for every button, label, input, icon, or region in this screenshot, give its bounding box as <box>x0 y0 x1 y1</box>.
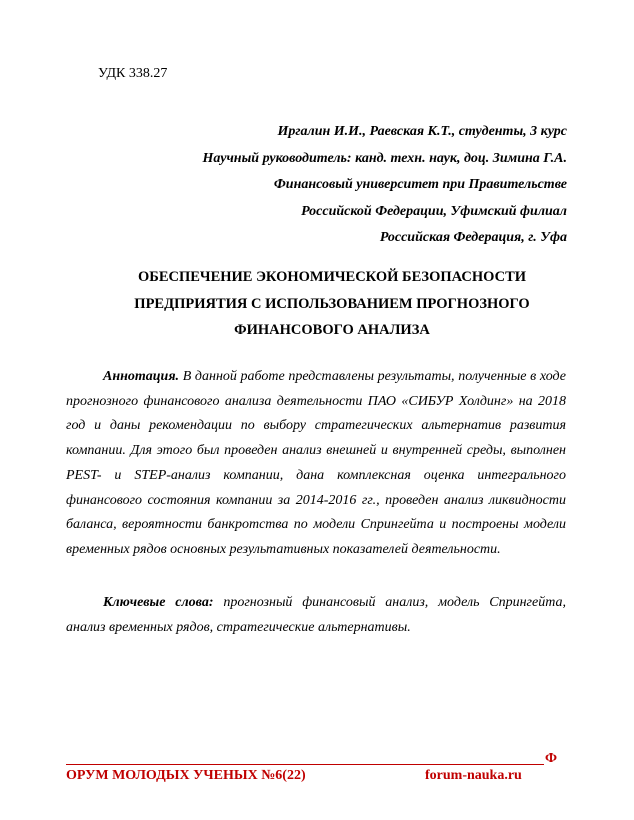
location-line: Российская Федерация, г. Уфа <box>379 230 567 245</box>
keywords-paragraph <box>66 591 566 640</box>
author-line: Иргалин И.И., Раевская К.Т., студенты, 3 курс <box>277 124 567 139</box>
footer-website: forum-nauka.ru <box>425 768 522 783</box>
affiliation-line: Российской Федерации, Уфимский филиал <box>301 203 567 219</box>
author-block <box>203 119 567 252</box>
title-line: ПРЕДПРИЯТИЯ С ИСПОЛЬЗОВАНИЕМ ПРОГНОЗНОГО <box>134 295 530 312</box>
footer-journal-name: ОРУМ МОЛОДЫХ УЧЕНЫХ №6(22) <box>66 768 306 783</box>
supervisor-line: Научный руководитель: канд. техн. наук, доц. Зимина Г.А. <box>202 150 567 166</box>
keywords-text: прогнозный финансовый анализ, модель Спрингейта, анализ временных рядов, стратегические альтернативы. <box>66 595 567 635</box>
abstract-text: В данной работе представлены результаты, полученные в ходе прогнозного финансового анализа деятельности ПАО «СИБУР Холдинг» на 2018 год и даны рекомендации по выбору стратегических альтернатив развития компании. Для этого был проведен анализ внешней и внутренней среды, выполнен PEST- и STEP-анализ компании, дана комплексная оценка интегрального финансового состояния компании за 2014-2016 гг., проведен анализ ликвидности баланса, вероятности банкротства по модели Спрингейта и построены модели временных рядов основных результативных показателей деятельности. <box>66 369 566 557</box>
title-line: ФИНАНСОВОГО АНАЛИЗА <box>234 322 430 338</box>
title-line: ОБЕСПЕЧЕНИЕ ЭКОНОМИЧЕСКОЙ БЕЗОПАСНОСТИ <box>137 269 527 285</box>
footer-rule <box>66 764 544 765</box>
abstract-label: Аннотация. <box>103 369 180 384</box>
abstract-paragraph <box>66 365 566 563</box>
paper-title <box>66 264 598 344</box>
udc-code: УДК 338.27 <box>98 66 168 81</box>
footer-journal-initial: Ф <box>545 751 558 766</box>
keywords-label: Ключевые слова: <box>103 595 214 610</box>
affiliation-line: Финансовый университет при Правительстве <box>273 177 567 192</box>
